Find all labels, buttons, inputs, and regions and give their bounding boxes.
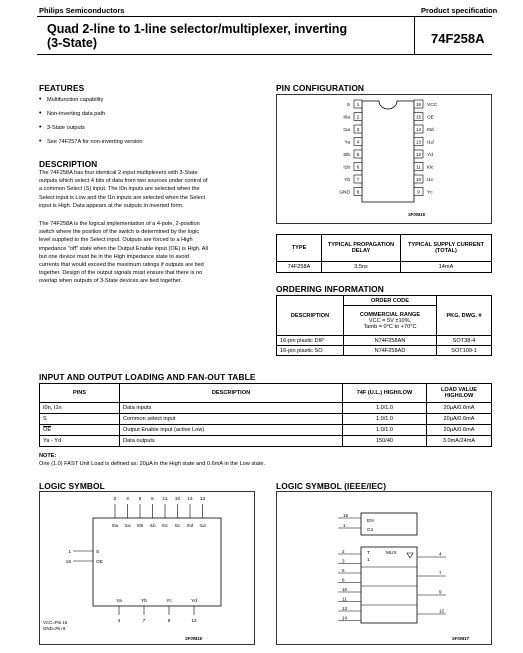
logic-left-pins bbox=[66, 549, 103, 565]
output-pin-number: 12 bbox=[439, 608, 445, 614]
company-name: Philips Semiconductors bbox=[39, 6, 125, 15]
title-line-1: Quad 2-line to 1-line selector/multiplexer, inverting bbox=[47, 22, 348, 36]
output-pin-number: 7 bbox=[142, 619, 146, 624]
load-value-header: LOAD VALUE HIGH/LOW bbox=[427, 384, 492, 403]
type-header: TYPE bbox=[277, 235, 322, 262]
pin-number: 15 bbox=[415, 114, 422, 120]
t-label: T bbox=[367, 551, 370, 556]
header-rule bbox=[37, 16, 492, 17]
pin-cell: I0n, I1n bbox=[40, 403, 120, 414]
supply-cell: 14mA bbox=[401, 262, 492, 273]
description-line: but one device must be in the High impedance state to avoid bbox=[39, 253, 189, 260]
output-pin-number: 4 bbox=[439, 551, 442, 557]
dip-package-outline bbox=[362, 101, 414, 202]
loading-table bbox=[39, 383, 492, 447]
unit-load-cell: 150/40 bbox=[343, 436, 427, 447]
logic-symbol-diagram bbox=[39, 491, 255, 645]
top-pin-name: I1c bbox=[174, 523, 181, 528]
pin-name: I0b bbox=[343, 153, 350, 159]
logic-top-pins bbox=[112, 496, 206, 528]
description-line: outputs which select 4 bits of data from two sources under control of bbox=[39, 178, 208, 185]
document-title bbox=[47, 22, 347, 50]
output-name: Ya bbox=[116, 599, 122, 604]
pin-cell: Ya - Yd bbox=[40, 436, 120, 447]
feature-item: • See 74F257A for non-inverting version bbox=[39, 135, 259, 149]
logic-bottom-pins bbox=[116, 598, 197, 624]
tristate-icon bbox=[407, 553, 413, 558]
output-pin-number: 9 bbox=[439, 589, 442, 595]
pin-name: Ya bbox=[344, 140, 350, 146]
right-pins bbox=[414, 100, 438, 196]
description-line: The 74F258A has four identical 2-input multiplexers with 3-State bbox=[39, 170, 198, 176]
feature-item: • Non-inverting data path bbox=[39, 107, 259, 121]
pin-number: 14 bbox=[415, 127, 422, 133]
pin-name: I1b bbox=[343, 165, 350, 171]
note-text: One (1.0) FAST Unit Load is defined as: 20µA in the High state and 0.6mA in the Low state. bbox=[39, 461, 266, 467]
pin-number: 8 bbox=[356, 189, 360, 195]
top-pin-number: 5 bbox=[138, 497, 142, 502]
top-pin-name: I1d bbox=[199, 523, 206, 528]
ordering-desc-cell: 16-pin plastic SO bbox=[277, 346, 344, 356]
description-line: switch where the position of the switch is determined by the logic bbox=[39, 229, 200, 236]
left-pin-number: 1 bbox=[68, 549, 71, 555]
pin-configuration-diagram bbox=[276, 94, 492, 224]
description-line: input is High. Data appears at the outputs in inverted form. bbox=[39, 202, 184, 209]
input-pin-number: 2 bbox=[342, 549, 345, 554]
input-pin-number: 14 bbox=[342, 615, 348, 621]
top-pin-name: I0a bbox=[111, 523, 119, 528]
title-divider bbox=[414, 17, 415, 54]
delay-header: TYPICAL PROPAGATION DELAY bbox=[322, 235, 401, 262]
pin-number: 4 bbox=[356, 139, 360, 145]
top-pin-name: I1a bbox=[124, 523, 131, 528]
pin-number: 13 bbox=[415, 139, 422, 145]
vcc-note: VCC=Pin 16 bbox=[43, 620, 68, 625]
ieee-symbol-heading: LOGIC SYMBOL (IEEE/IEC) bbox=[276, 481, 387, 491]
load-desc-cell: Output Enable input (active Low) bbox=[120, 425, 343, 436]
pin-name: S bbox=[346, 103, 350, 109]
ieee-figure-code: SF00817 bbox=[452, 636, 469, 641]
load-desc-cell: Data inputs bbox=[120, 403, 343, 414]
order-code-header: ORDER CODE bbox=[344, 296, 437, 306]
output-pin-number: 7 bbox=[439, 570, 442, 576]
left-pins bbox=[339, 100, 362, 196]
pin-config-heading: PIN CONFIGURATION bbox=[276, 83, 365, 93]
pin-number: 5 bbox=[356, 152, 360, 158]
document-type: Product specification bbox=[421, 6, 498, 15]
pin-number: 3 bbox=[356, 127, 360, 133]
description-paragraph-1 bbox=[39, 169, 274, 210]
type-cell: 74F258A bbox=[277, 262, 322, 273]
input-pin-number: 13 bbox=[342, 606, 348, 611]
output-pin-number: 4 bbox=[117, 619, 121, 624]
description-heading: DESCRIPTION bbox=[39, 159, 98, 169]
load-value-cell: 20µA/0.6mA bbox=[427, 414, 492, 425]
type-table bbox=[276, 234, 492, 273]
commercial-range-label: COMMERCIAL RANGE bbox=[359, 311, 421, 318]
input-pin-number: 6 bbox=[342, 577, 345, 583]
load-desc-cell: Data outputs bbox=[120, 436, 343, 447]
pin-name: Yb bbox=[344, 178, 350, 184]
pin-number: 9 bbox=[417, 189, 420, 195]
pin-config-figure-code: SF00815 bbox=[408, 212, 425, 217]
output-pin-number: 12 bbox=[191, 619, 197, 624]
pin-name: I0c bbox=[427, 165, 434, 171]
temp-range-label: Tamb = 0°C to +70°C bbox=[363, 323, 417, 330]
en-label: EN bbox=[367, 519, 374, 524]
ordering-code-cell: N74F258AD bbox=[344, 346, 437, 356]
delay-cell: 3.5ns bbox=[322, 262, 401, 273]
description-line: currents that would exceed the maximum ratings if outputs are tied bbox=[39, 262, 204, 269]
pin-number: 2 bbox=[356, 114, 360, 120]
control-pin-number: 1 bbox=[343, 523, 346, 528]
top-pin-number: 11 bbox=[162, 497, 168, 502]
pin-number: 16 bbox=[415, 102, 422, 108]
ordering-pkg-cell: SOT109-1 bbox=[437, 346, 492, 356]
mux-label: MUX bbox=[386, 551, 397, 556]
feature-item: • 3-State outputs bbox=[39, 121, 259, 135]
pin-name: Yc bbox=[427, 190, 433, 196]
features-heading: FEATURES bbox=[39, 83, 85, 93]
load-value-cell: 3.0mA/24mA bbox=[427, 436, 492, 447]
logic-symbol-heading: LOGIC SYMBOL bbox=[39, 481, 105, 491]
output-name: Yc bbox=[166, 599, 172, 604]
pin-name: I0d bbox=[427, 128, 434, 134]
top-pin-name: I0c bbox=[162, 523, 168, 528]
logic-figure-code: SF00816 bbox=[185, 636, 202, 641]
top-pin-name: I0b bbox=[136, 523, 144, 528]
description-paragraph-2 bbox=[39, 220, 274, 286]
ordering-desc-header: DESCRIPTION bbox=[277, 296, 344, 336]
left-pin-name: OE bbox=[96, 559, 103, 565]
ordering-desc-cell: 16-pin plastic DIP bbox=[277, 336, 344, 346]
loading-heading: INPUT AND OUTPUT LOADING AND FAN-OUT TABLE bbox=[39, 372, 256, 382]
pin-number: 11 bbox=[416, 164, 421, 170]
load-desc-cell: Common select input bbox=[120, 414, 343, 425]
input-pin-number: 5 bbox=[342, 568, 345, 573]
part-number: 74F258A bbox=[431, 31, 485, 46]
description-line: together. Design of the output signals must ensure that there is no bbox=[39, 270, 203, 277]
pkg-header: PKG. DWG. # bbox=[437, 296, 492, 336]
description-line: a common Select (S) input. The I0n inputs are selected when the bbox=[39, 186, 200, 193]
ordering-heading: ORDERING INFORMATION bbox=[276, 284, 384, 294]
top-pin-number: 13 bbox=[199, 497, 206, 502]
pin-cell: S bbox=[40, 414, 120, 425]
load-value-cell: 20µA/0.6mA bbox=[427, 425, 492, 436]
left-pin-number: 15 bbox=[65, 559, 71, 565]
unit-load-cell: 1.0/1.0 bbox=[343, 403, 427, 414]
pin-name: VCC bbox=[427, 103, 438, 109]
load-value-cell: 20µA/0.6mA bbox=[427, 403, 492, 414]
features-list bbox=[39, 93, 259, 149]
commercial-range-header bbox=[344, 306, 437, 336]
input-pin-number: 3 bbox=[342, 558, 345, 564]
pin-number: 1 bbox=[356, 102, 360, 108]
pin-number: 6 bbox=[356, 164, 360, 170]
ordering-pkg-cell: SOT38-4 bbox=[437, 336, 492, 346]
pin-name: I1a bbox=[343, 128, 350, 134]
pin-number: 7 bbox=[356, 177, 360, 183]
pin-number: 12 bbox=[415, 152, 422, 158]
top-pin-number: 10 bbox=[174, 497, 181, 502]
vcc-range-label: VCC = 5V ±10%, bbox=[368, 317, 412, 324]
title-rule bbox=[37, 54, 492, 55]
ordering-table bbox=[276, 295, 492, 356]
pin-name: GND bbox=[339, 190, 350, 196]
pin-name: I0a bbox=[343, 115, 350, 121]
logic-block bbox=[93, 518, 221, 606]
top-pin-number: 14 bbox=[187, 497, 193, 502]
pin-name: I1c bbox=[427, 178, 434, 184]
unit-load-header: 74F (U.L.) HIGH/LOW bbox=[343, 384, 427, 403]
top-pin-name: I0d bbox=[186, 523, 194, 528]
description-line: Select input is Low and the I1n inputs are selected when the Select bbox=[39, 194, 206, 201]
pins-header: PINS bbox=[40, 384, 120, 403]
pin-name: OE bbox=[427, 115, 434, 121]
top-pin-number: 2 bbox=[113, 497, 117, 502]
g1-label: G1 bbox=[367, 528, 374, 533]
description-line: level supplied to the Select input. Outputs are forced to a High bbox=[39, 237, 193, 244]
top-pin-number: 3 bbox=[126, 497, 129, 502]
output-pin-number: 9 bbox=[167, 619, 171, 624]
pin-cell: $\overline{OE}$ bbox=[40, 425, 120, 436]
top-pin-number: 6 bbox=[151, 497, 154, 502]
pin-number: 10 bbox=[415, 177, 422, 183]
input-pin-number: 11 bbox=[342, 596, 347, 602]
unit-load-cell: 1.0/1.0 bbox=[343, 414, 427, 425]
pin-name: Yd bbox=[427, 153, 433, 159]
description-line: impedance "off" state when the Output Enable input (OE) is High. All bbox=[39, 245, 208, 252]
feature-item: • Multifunction capability bbox=[39, 93, 259, 107]
gnd-note: GND=Pin 8 bbox=[43, 626, 66, 631]
description-line: The 74F258A is the logical implementation of a 4-pole, 2-position bbox=[39, 221, 200, 227]
top-pin-name: I1b bbox=[149, 523, 156, 528]
input-pin-number: 10 bbox=[342, 587, 348, 592]
ieee-symbol-diagram bbox=[276, 491, 492, 645]
left-pin-name: S bbox=[96, 549, 100, 555]
ordering-code-cell: N74F258AN bbox=[344, 336, 437, 346]
output-name: Yd bbox=[191, 599, 197, 604]
load-desc-header: DESCRIPTION bbox=[120, 384, 343, 403]
unit-load-cell: 1.0/1.0 bbox=[343, 425, 427, 436]
control-pin-number: 15 bbox=[343, 513, 349, 518]
output-name: Yb bbox=[141, 599, 147, 604]
supply-header: TYPICAL SUPPLY CURRENT (TOTAL) bbox=[401, 235, 492, 262]
note-label: NOTE: bbox=[39, 453, 57, 459]
one-label: 1 bbox=[367, 558, 370, 563]
title-line-2: (3-State) bbox=[47, 36, 98, 50]
description-line: overlap when outputs of 3-State devices are tied together. bbox=[39, 278, 183, 285]
pin-name: I1d bbox=[427, 140, 434, 146]
